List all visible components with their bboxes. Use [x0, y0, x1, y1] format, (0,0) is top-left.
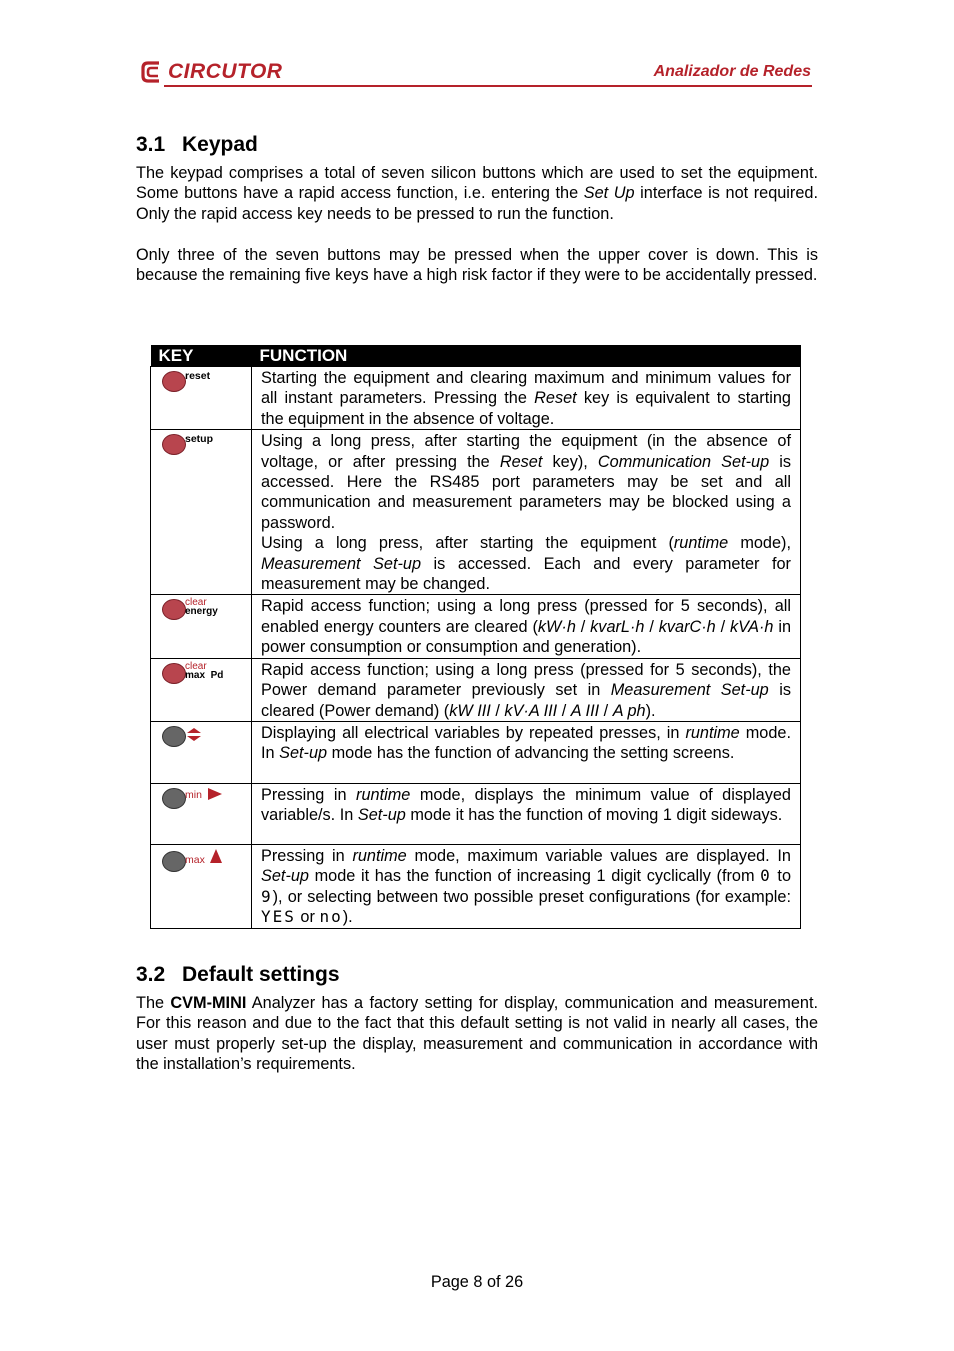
- key-label: max: [185, 853, 205, 866]
- keypad-paragraph-1: The keypad comprises a total of seven silicon buttons which are used to set the equipment. Some buttons have a rapid access function, i.e. entering the Set Up interface is not required. Only the rapid access key needs to be pressed to run the function.: [136, 164, 818, 223]
- table-row: [151, 844, 801, 928]
- table-row: [151, 721, 801, 783]
- section-heading-default-settings: [136, 963, 340, 987]
- key-label: min: [185, 788, 202, 801]
- table-header-row: [151, 345, 801, 367]
- table-row: [151, 367, 801, 430]
- section-title: Default settings: [182, 963, 340, 986]
- clear-max-pd-button-icon: [162, 663, 186, 684]
- section-number: 3.1: [136, 133, 166, 156]
- function-cell: Displaying all electrical variables by repeated presses, in runtime mode. In Set-up mode has the function of advancing the setting screens.: [252, 721, 801, 783]
- function-cell: Pressing in runtime mode, maximum variable values are displayed. In Set-up mode it has the function of increasing 1 digit cyclically (from 0 to 9), or selecting between two possible preset configurations (for example: YES or no).: [252, 844, 801, 928]
- function-cell: Using a long press, after starting the equipment (in the absence of voltage, or after pressing the Reset key), Communication Set-up is accessed. Here the RS485 port parameters may be set and all communication and measurement parameters may be blocked using a password. Using a long press, after starting the equipment (runtime mode), Measurement Set-up is accessed. Each and every parameter for measurement may be changed.: [252, 430, 801, 595]
- table-row: [151, 658, 801, 721]
- key-cell-max: [151, 844, 252, 928]
- section-title: Keypad: [182, 133, 258, 156]
- keypad-paragraph-2: Only three of the seven buttons may be pressed when the upper cover is down. This is because the remaining five keys have a high risk factor if they were to be accidentally pressed.: [136, 246, 818, 285]
- max-button-icon: [162, 851, 186, 872]
- column-header-key: KEY: [151, 345, 252, 367]
- function-cell: Starting the equipment and clearing maximum and minimum values for all instant parameters. Pressing the Reset key is equivalent to starting the equipment in the absence of voltage.: [252, 367, 801, 430]
- seven-seg-text: YES: [261, 907, 296, 927]
- table-row: [151, 430, 801, 595]
- function-cell: Rapid access function; using a long press (pressed for 5 seconds), all enabled energy counters are cleared (kW·h / kvarL·h / kvarC·h / kVA·h in power consumption or consumption and generation).: [252, 595, 801, 658]
- seven-seg-digit: 9: [261, 886, 273, 906]
- key-cell-setup: [151, 430, 252, 595]
- key-cell-clear-energy: [151, 595, 252, 658]
- key-label: clear energy: [185, 597, 218, 618]
- min-button-icon: [162, 788, 186, 809]
- seven-seg-digit: 0: [760, 866, 772, 886]
- seven-seg-text: no: [319, 907, 343, 927]
- table-row: [151, 783, 801, 844]
- up-arrow-icon: [210, 849, 222, 863]
- up-down-arrows-icon: [186, 728, 202, 742]
- key-label: clear max Pd: [185, 660, 224, 681]
- clear-energy-button-icon: [162, 599, 186, 620]
- logo-text: CIRCUTOR: [168, 60, 283, 83]
- section-number: 3.2: [136, 963, 166, 986]
- table-row: [151, 595, 801, 658]
- reset-button-icon: [162, 371, 186, 392]
- section-heading-keypad: [136, 133, 258, 157]
- circutor-logo-icon: [140, 59, 164, 85]
- key-cell-reset: [151, 367, 252, 430]
- function-cell: Rapid access function; using a long press (pressed for 5 seconds), the Power demand parameter previously set in Measurement Set-up is cleared (Power demand) (kW III / kV·A III / A III / A ph).: [252, 658, 801, 721]
- key-label: reset: [185, 370, 211, 382]
- function-cell: Pressing in runtime mode, displays the minimum value of displayed variable/s. In Set-up mode it has the function of moving 1 digit sideways.: [252, 783, 801, 844]
- header-divider: [164, 85, 812, 87]
- scroll-button-icon: [162, 726, 186, 747]
- page-number: Page 8 of 26: [430, 1273, 524, 1291]
- key-label: setup: [185, 433, 214, 446]
- circutor-logo: [140, 58, 282, 86]
- default-settings-paragraph: The CVM-MINI Analyzer has a factory setting for display, communication and measurement. For this reason and due to the fact that this default setting is not valid in nearly all cases, the user must properly set-up the display, measurement and communication in accordance with the installation’s requirements.: [136, 994, 818, 1073]
- key-cell-clear-max-pd: [151, 658, 252, 721]
- key-cell-scroll: [151, 721, 252, 783]
- keypad-table: [150, 345, 801, 929]
- setup-button-icon: [162, 434, 186, 455]
- header-title: Analizador de Redes: [653, 63, 811, 80]
- column-header-function: FUNCTION: [252, 345, 801, 367]
- key-cell-min: [151, 783, 252, 844]
- right-arrow-icon: [208, 788, 222, 800]
